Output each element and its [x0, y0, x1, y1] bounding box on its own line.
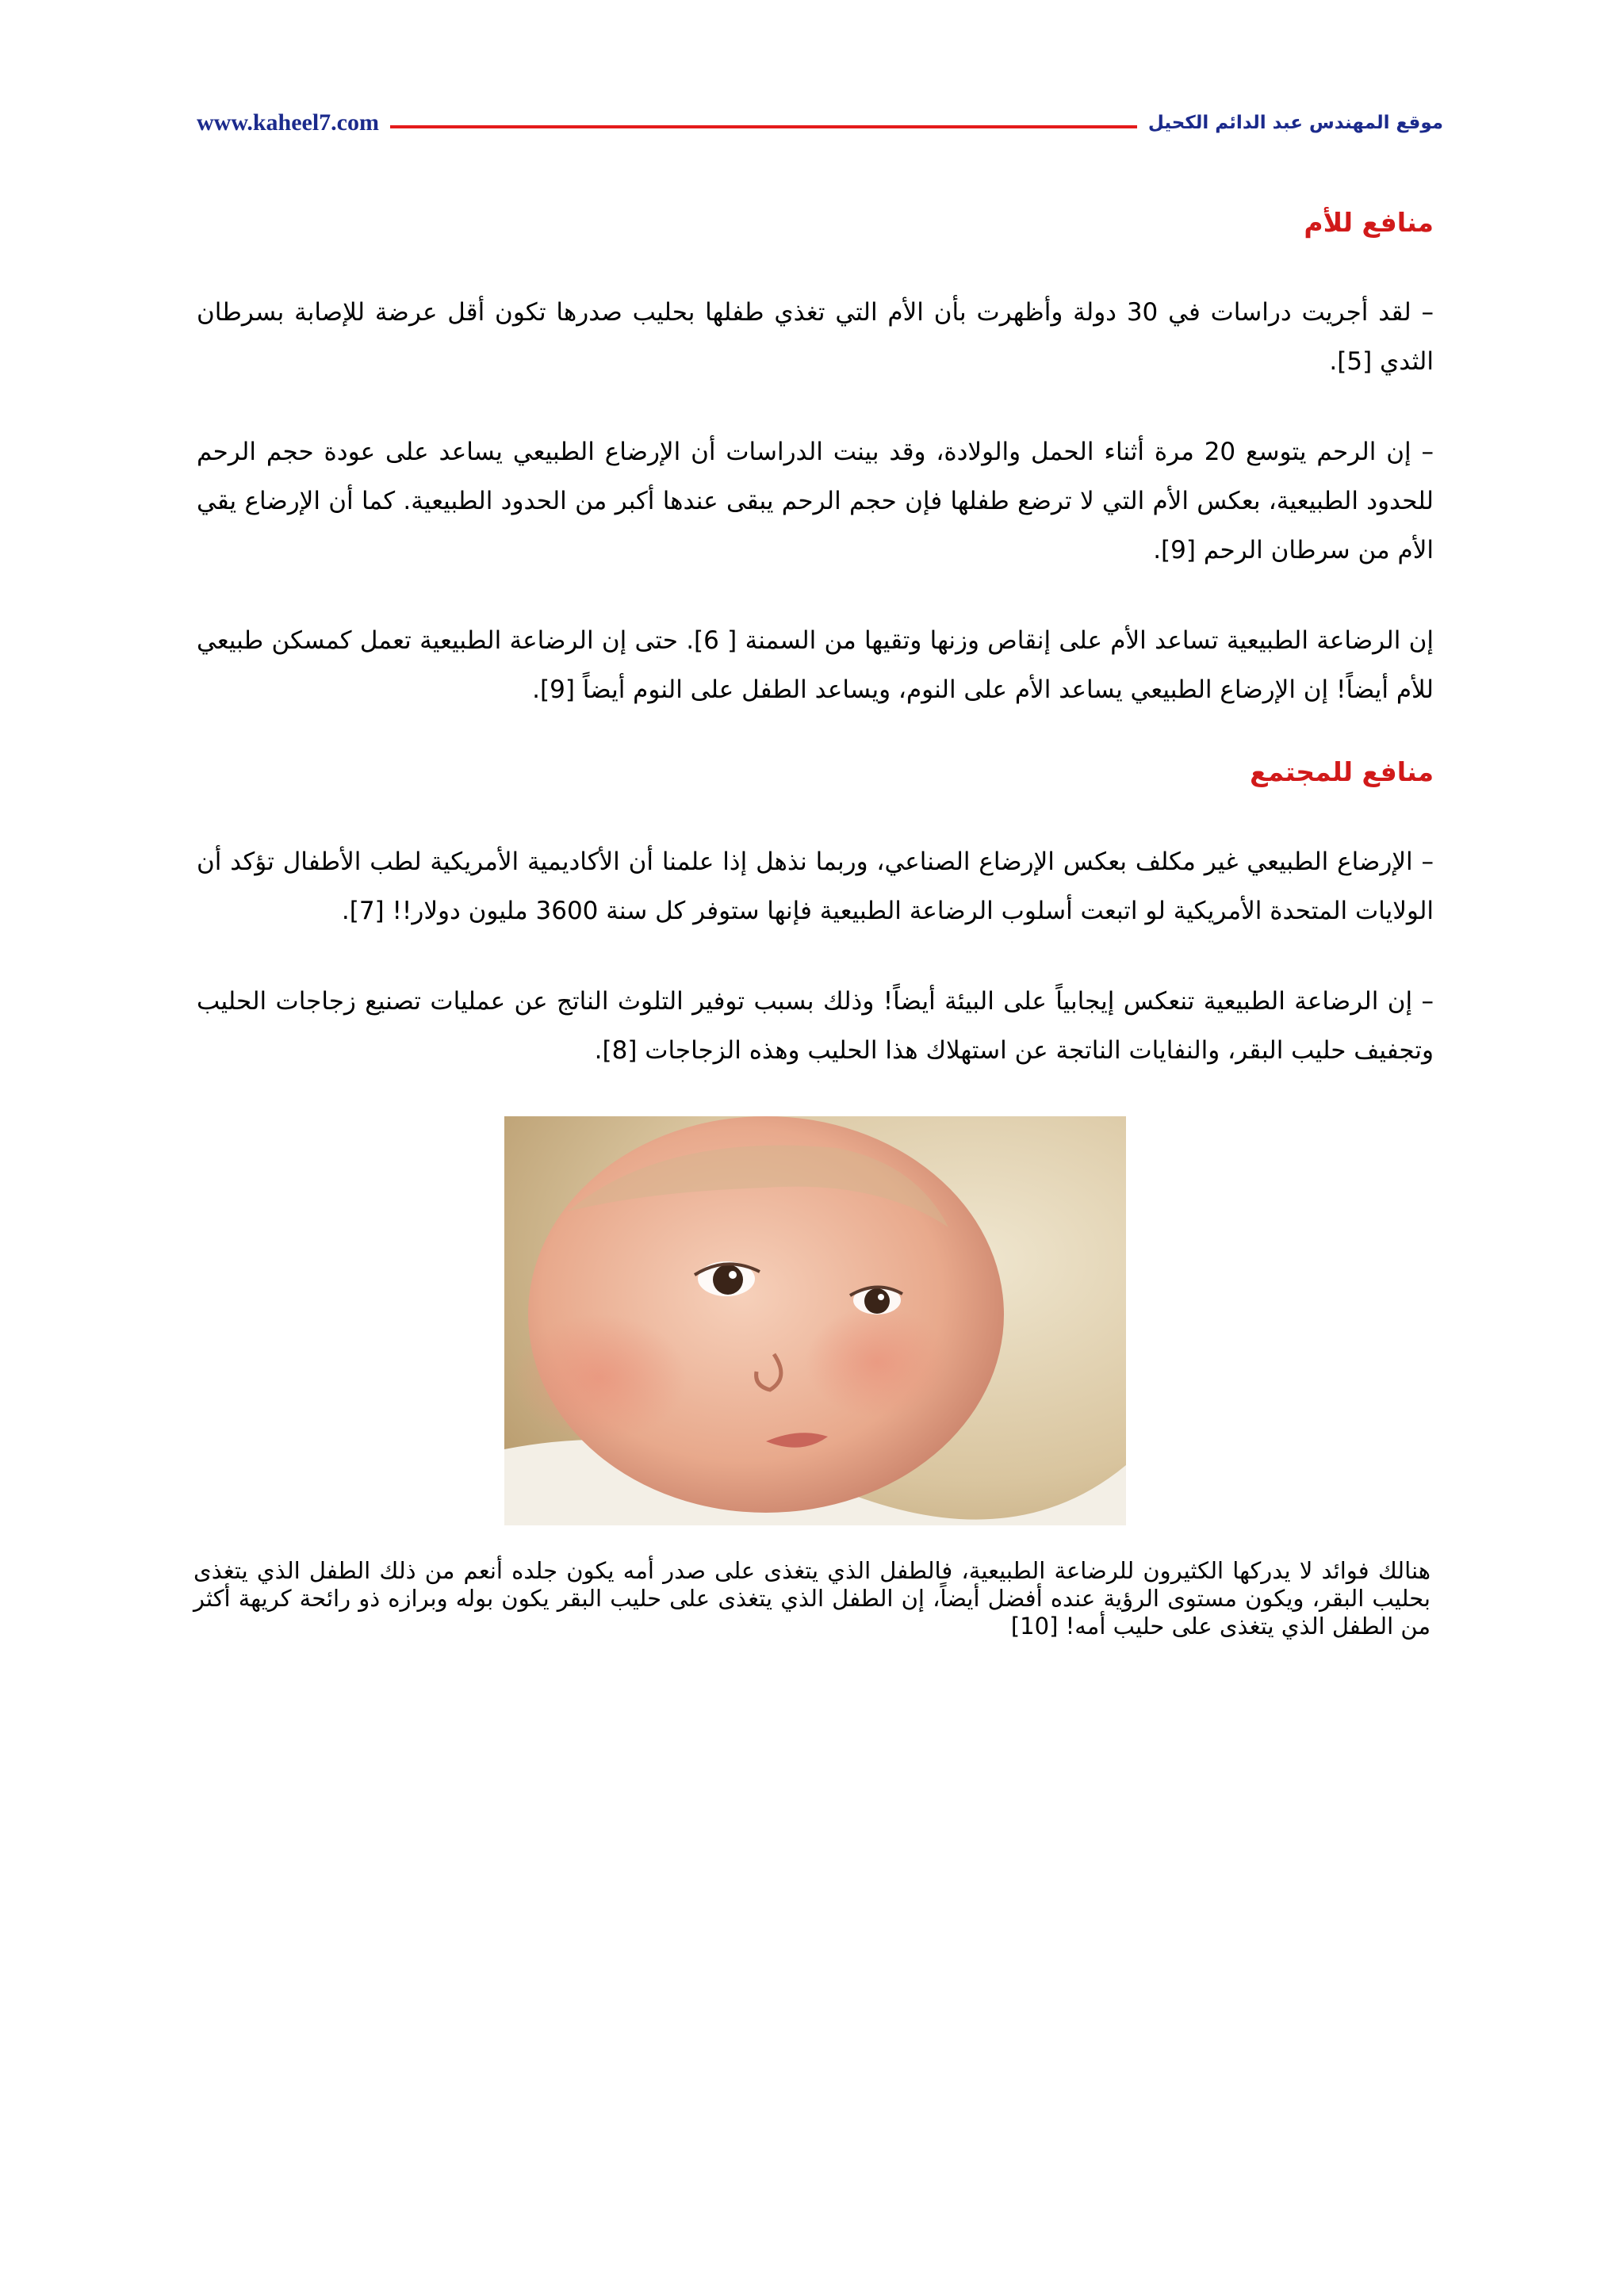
paragraph: – لقد أجريت دراسات في 30 دولة وأظهرت بأن الأم التي تغذي طفلها بحليب صدرها تكون أقل عرضة للإصابة بسرطان الثدي [5].: [197, 297, 1434, 376]
paragraph: – إن الرضاعة الطبيعية تنعكس إيجابياً على البيئة أيضاً! وذلك بسبب توفير التلوث الناتج عن عمليات تصنيع زجاجات الحليب وتجفيف حليب البقر، والنفايات الناتجة عن استهلاك هذا الحليب وهذه الزجاجات [8].: [197, 986, 1434, 1065]
paragraph: – إن الرحم يتوسع 20 مرة أثناء الحمل والولادة، وقد بينت الدراسات أن الإرضاع الطبيعي يساعد على عودة حجم الرحم للحدود الطبيعية، بعكس الأم التي لا ترضع طفلها فإن حجم الرحم يبقى عندها أكبر من الحدود الطبيعية. كما أن الإرضاع يقي الأم من سرطان الرحم [9].: [197, 437, 1434, 564]
section-heading-mother: منافع للأم: [1304, 207, 1434, 238]
site-url[interactable]: www.kaheel7.com: [197, 109, 379, 136]
section-heading-society: منافع للمجتمع: [1250, 756, 1434, 787]
photo-caption: هنالك فوائد لا يدركها الكثيرون للرضاعة الطبيعية، فالطفل الذي يتغذى على صدر أمه يكون جلده أنعم من ذلك الطفل الذي يتغذى بحليب البقر، ويكون مستوى الرؤية عنده أفضل أيضاً، إن الطفل الذي يتغذى على حليب البقر يكون بوله وبرازه ذو رائحة كريهة أكثر من الطفل الذي يتغذى على حليب أمه! [10]: [193, 1556, 1431, 1640]
site-name: موقع المهندس عبد الدائم الكحيل: [1147, 113, 1443, 133]
page-header: [197, 103, 1443, 143]
photo-container: [197, 1116, 1434, 1525]
baby-photo: [504, 1116, 1126, 1525]
article-body: [193, 190, 1434, 1640]
paragraph: إن الرضاعة الطبيعية تساعد الأم على إنقاص وزنها وتقيها من السمنة [ 6]. حتى إن الرضاعة الطبيعية تعمل كمسكن طبيعي للأم أيضاً! إن الإرضاع الطبيعي يساعد الأم على النوم، ويساعد الطفل على النوم أيضاً [9].: [197, 626, 1434, 704]
paragraph: – الإرضاع الطبيعي غير مكلف بعكس الإرضاع الصناعي، وربما نذهل إذا علمنا أن الأكاديمية الأمريكية لطب الأطفال تؤكد أن الولايات المتحدة الأمريكية لو اتبعت أسلوب الرضاعة الطبيعية فإنها ستوفر كل سنة 3600 مليون دولار!! [7].: [197, 847, 1434, 925]
header-divider: [390, 125, 1137, 128]
